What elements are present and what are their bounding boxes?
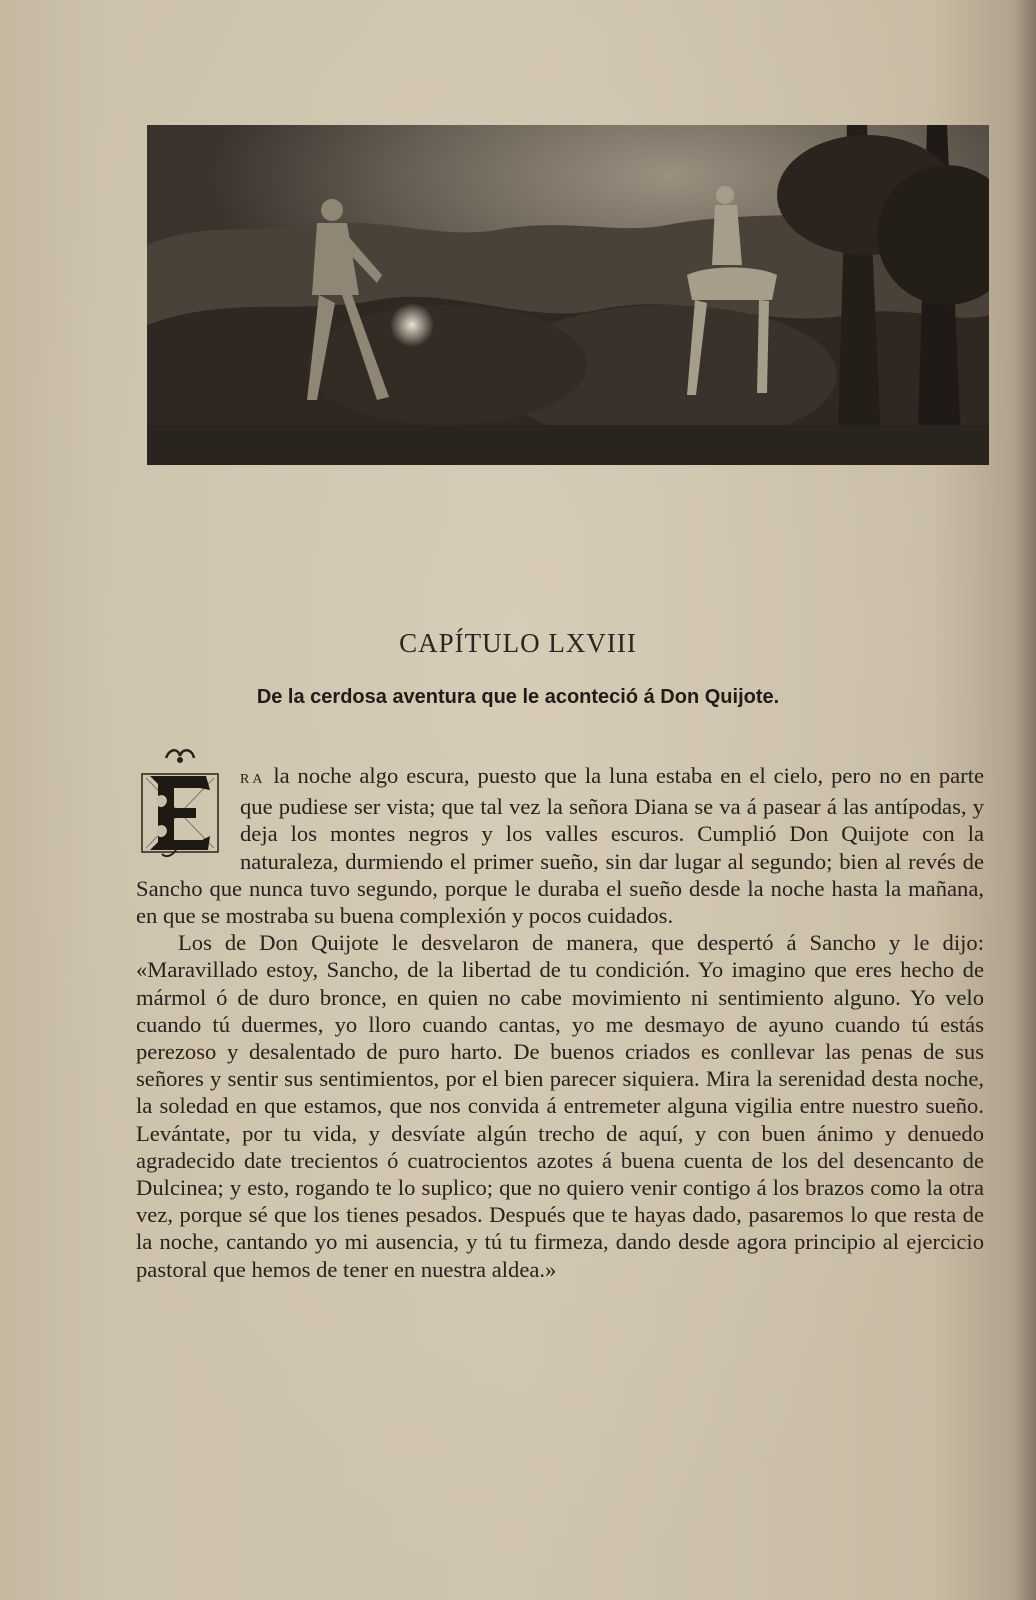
opening-smallcaps: RA bbox=[240, 772, 266, 787]
night-scene-engraving-icon bbox=[147, 125, 989, 463]
ornamental-letter-e-icon bbox=[136, 746, 224, 858]
paragraph-2: Los de Don Quijote le desvelaron de manera, que despertó á Sancho y le dijo: «Maravillado estoy, Sancho, de la libertad de tu condición. Yo imagino que eres hecho de mármol ó de duro bronce, en quien no cabe movimiento ni sentimiento alguno. Yo velo cuando tú duermes, yo lloro cuando cantas, yo me desmayo de ayuno cuando tú estás perezoso y desalentado de puro harto. De buenos criados es conllevar las penas de sus señores y sentir sus sentimientos, por el bien parecer siquiera. Mira la serenidad desta noche, la soledad en que estamos, que nos convida á entremeter alguna vigilia entre nuestro sueño. Levántate, por tu vida, y desvíate algún trecho de aquí, y con buen ánimo y denuedo agradecido date trecientos ó cuatrocientos azotes á buena cuenta de los del desencanto de Dulcinea; y esto, rogando te lo suplico; que no quiero venir contigo á los brazos como la otra vez, porque sé que los tienes pesados. Después que te hayas dado, pasaremos lo que resta de la noche, cantando yo mi ausencia, y tú tu firmeza, dando desde agora principio al ejercicio pastoral que hemos de tener en nuestra aldea.» bbox=[136, 930, 984, 1282]
chapter-subtitle: De la cerdosa aventura que le aconteció á Don Quijote. bbox=[256, 686, 780, 708]
ornamental-dropcap bbox=[136, 746, 224, 858]
page-edge-shadow bbox=[1014, 0, 1036, 1600]
paragraph-1 bbox=[136, 762, 984, 929]
chapter-illustration bbox=[147, 125, 989, 465]
chapter-body bbox=[136, 762, 984, 1283]
paragraph-1-text: la noche algo escura, puesto que la luna estaba en el cielo, pero no en parte que pudiese ser vista; que tal vez la señora Diana se va á pasear á las antípodas, y deja los montes negros y los valles escuros. Cumplió Don Quijote con la naturaleza, durmiendo el primer sueño, sin dar lugar al segundo; bien al revés de Sancho que nunca tuvo segundo, porque le duraba el sueño desde la noche hasta la mañana, en que se mostraba su buena complexión y pocos cuidados. bbox=[136, 763, 984, 929]
chapter-title: CAPÍTULO LXVIII bbox=[399, 628, 637, 658]
